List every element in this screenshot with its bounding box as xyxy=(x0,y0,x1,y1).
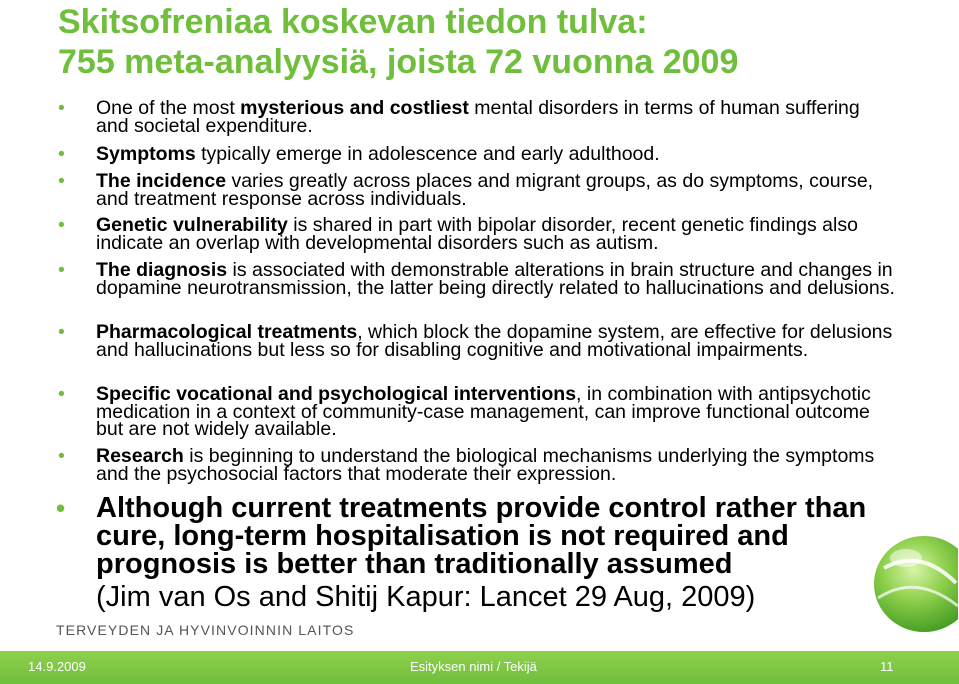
citation: (Jim van Os and Shitij Kapur: Lancet 29 Aug, 2009) xyxy=(96,581,756,613)
bullet-item: • One of the most mysterious and costliest mental disorders in terms of human suffering and societal expenditure. xyxy=(58,97,860,137)
bullet-item: • The incidence varies greatly across places and migrant groups, as do symptoms, course, and treatment response across individuals. xyxy=(58,170,874,210)
bullet-dot: • xyxy=(58,214,65,236)
bullet-bold: mysterious and costliest xyxy=(240,97,469,119)
bullet-dot: • xyxy=(58,259,65,281)
footer-date: 14.9.2009 xyxy=(28,659,86,674)
bullet-bold: Symptoms xyxy=(96,143,196,165)
leaf-logo-icon xyxy=(866,528,958,638)
footer-page-number: 11 xyxy=(880,659,894,674)
bullet-dot: • xyxy=(56,493,66,523)
bullet-dot: • xyxy=(58,143,65,165)
bullet-dot: • xyxy=(58,170,65,192)
bullet-bold: Pharmacological treatments xyxy=(96,321,358,343)
bullet-item: • Specific vocational and psychological interventions, in combination with antipsychotic medication in a context of community-case management, can improve functional outcome but are not widely available. xyxy=(58,383,871,440)
key-conclusion-text: Although current treatments provide control rather than cure, long-term hospitalisation is not required and prognosis is better than traditionally assumed xyxy=(96,492,867,580)
key-conclusion-bullet xyxy=(56,492,896,580)
bullet-bold: The incidence xyxy=(96,170,227,192)
footer-presentation-author: Esityksen nimi / Tekijä xyxy=(410,659,537,674)
bullet-bold: Genetic vulnerability xyxy=(96,214,288,236)
footer-bar xyxy=(0,651,959,684)
bullet-bold: The diagnosis xyxy=(96,259,228,281)
bullet-bold: Specific vocational and psychological interventions xyxy=(96,383,577,405)
bullet-dot: • xyxy=(58,97,65,119)
title-line-2: 755 meta-analyysiä, joista 72 vuonna 2009 xyxy=(58,43,739,81)
bullet-bold: Research xyxy=(96,445,184,467)
bullet-item: • Genetic vulnerability is shared in part with bipolar disorder, recent genetic findings also indicate an overlap with developmental disorders such as autism. xyxy=(58,214,858,254)
bullet-dot: • xyxy=(58,321,65,343)
bullet-item: • Symptoms typically emerge in adolescence and early adulthood. xyxy=(58,143,660,165)
title-line-1: Skitsofreniaa koskevan tiedon tulva: xyxy=(58,3,648,41)
bullet-item: • Research is beginning to understand the biological mechanisms underlying the symptoms and the psychosocial factors that moderate their expression. xyxy=(58,445,875,485)
institute-name: TERVEYDEN JA HYVINVOINNIN LAITOS xyxy=(56,622,355,638)
bullet-item: • The diagnosis is associated with demonstrable alterations in brain structure and changes in dopamine neurotransmission, the latter being directly related to hallucinations and delusions. xyxy=(58,259,895,299)
bullet-dot: • xyxy=(58,383,65,405)
bullet-item: • Pharmacological treatments, which block the dopamine system, are effective for delusions and hallucinations but less so for disabling cognitive and motivational impairments. xyxy=(58,321,893,361)
bullet-dot: • xyxy=(58,445,65,467)
